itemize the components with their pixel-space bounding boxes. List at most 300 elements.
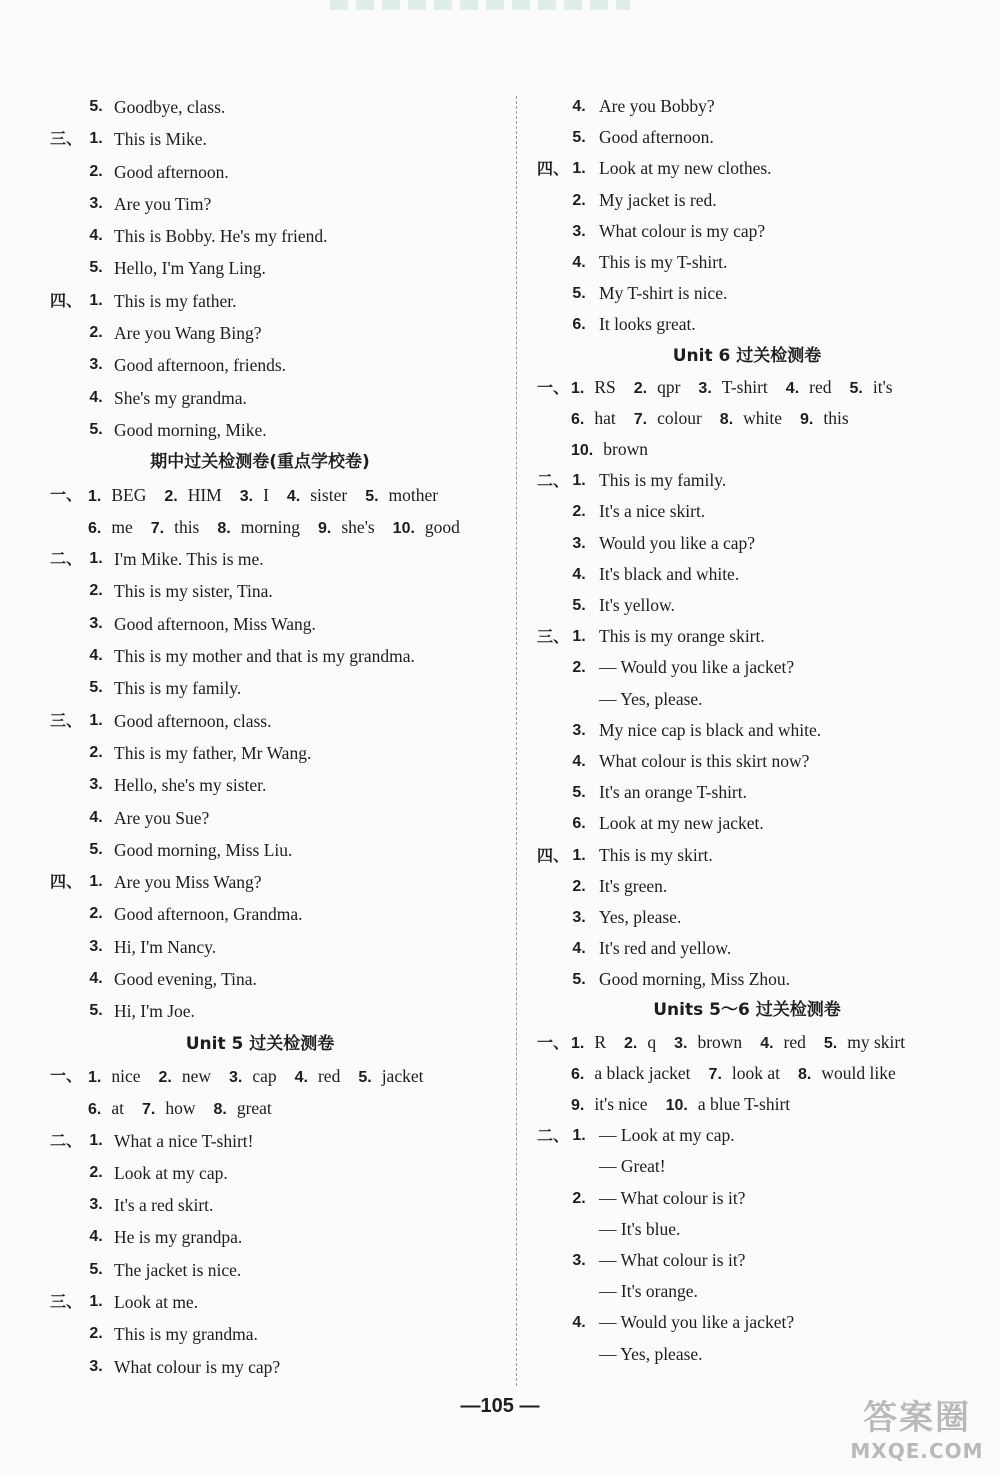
item-text: — Yes, please. [599, 688, 703, 709]
answer-line [537, 278, 967, 309]
item-text: Good afternoon, friends. [114, 355, 287, 376]
item-number: 6. [572, 815, 586, 833]
item-number: 1. [572, 846, 586, 864]
answer-pair [571, 1063, 709, 1083]
answer-value: how [165, 1098, 196, 1119]
answer-number: 4. [760, 1034, 774, 1052]
item-text: He is my grandpa. [114, 1227, 243, 1248]
item-text: Would you like a cap? [599, 532, 756, 553]
item-number: 2. [572, 659, 586, 677]
answer-line [537, 1339, 967, 1370]
item-number: 4. [89, 808, 103, 826]
item-text: Are you Wang Bing? [114, 323, 262, 344]
item-number: 5. [89, 1260, 103, 1278]
item-number: 4. [572, 752, 586, 770]
answer-pair [88, 1066, 159, 1086]
answer-line [537, 715, 967, 746]
answer-line [537, 777, 967, 808]
answer-list [571, 372, 911, 404]
item-text: Are you Bobby? [599, 96, 715, 116]
item-number: 4. [572, 1314, 586, 1332]
item-text: It's a nice skirt. [599, 501, 706, 522]
item-text: — Look at my cap. [599, 1125, 735, 1146]
item-number: 2. [572, 1189, 586, 1207]
answer-value: morning [240, 516, 301, 537]
answer-pair [698, 377, 785, 397]
answer-value: look at [731, 1062, 781, 1083]
answer-line [537, 216, 967, 247]
answer-line [537, 1151, 967, 1182]
answer-line [50, 737, 500, 769]
answer-number: 3. [239, 487, 254, 505]
item-text: This is my skirt. [599, 844, 713, 865]
item-number: 4. [572, 98, 586, 115]
item-text: Hi, I'm Nancy. [114, 936, 217, 957]
item-number: 3. [89, 1196, 103, 1214]
answer-pair [217, 517, 318, 537]
answer-line [537, 122, 967, 153]
item-number: 2. [572, 191, 586, 209]
answer-line [537, 590, 967, 621]
answer-list [88, 1060, 441, 1094]
answer-line [537, 91, 967, 122]
answer-pair [720, 408, 800, 428]
answer-pair [634, 377, 699, 397]
item-number: 4. [89, 970, 103, 988]
answer-value: red [783, 1031, 806, 1052]
answer-value: cap [252, 1065, 277, 1086]
answer-line [537, 1245, 967, 1276]
answer-line [537, 309, 967, 340]
answer-line [537, 621, 967, 652]
section-marker: 一、 [537, 1032, 570, 1052]
answer-value: HIM [187, 484, 222, 505]
item-text: Look at my new clothes. [599, 158, 772, 179]
answer-line [50, 802, 500, 834]
item-number: 5. [572, 784, 586, 802]
section-marker: 二、 [537, 1126, 570, 1146]
item-text: My nice cap is black and white. [599, 719, 822, 740]
item-text: — Would you like a jacket? [599, 657, 795, 678]
item-text: Goodbye, class. [114, 97, 226, 117]
answer-line [537, 153, 967, 184]
section-marker: 四、 [537, 845, 570, 865]
answer-row [537, 434, 967, 465]
answer-line [537, 964, 967, 995]
answer-line [50, 672, 500, 704]
item-text: — It's blue. [599, 1218, 681, 1239]
answer-value: me [111, 516, 133, 537]
item-text: Good morning, Mike. [114, 419, 267, 440]
answer-list [88, 511, 478, 545]
answer-value: I [263, 484, 269, 505]
answer-number: 3. [229, 1068, 243, 1086]
section-marker: 四、 [50, 872, 83, 892]
answer-value: BEG [111, 484, 147, 505]
item-text: Good afternoon, Miss Wang. [114, 613, 316, 634]
item-number: 5. [89, 420, 103, 438]
answer-pair [571, 408, 634, 428]
answer-number: 6. [88, 1101, 102, 1119]
answer-line [50, 769, 500, 801]
answer-pair [666, 1094, 809, 1114]
section-marker: 一、 [537, 377, 570, 397]
item-text: — What colour is it? [599, 1187, 746, 1208]
answer-pair [760, 1032, 824, 1052]
answer-number: 5. [358, 1068, 372, 1086]
answer-number: 6. [88, 519, 102, 537]
answer-pair [295, 1066, 359, 1086]
item-number: 4. [572, 253, 586, 271]
answer-number: 2. [633, 379, 648, 397]
answer-value: brown [697, 1031, 743, 1052]
answer-line [537, 933, 967, 964]
right-column [537, 91, 967, 1370]
answer-pair [358, 1066, 441, 1086]
answer-pair [824, 1032, 923, 1052]
item-text: What colour is my cap? [599, 220, 766, 241]
page-number: —105 — [460, 1395, 540, 1417]
item-text: Look at my new jacket. [599, 813, 764, 834]
answer-number: 7. [633, 410, 648, 428]
item-text: — It's orange. [599, 1281, 698, 1302]
answer-pair [88, 517, 151, 537]
item-text: Hi, I'm Joe. [114, 1001, 195, 1022]
answer-value: my skirt [847, 1031, 906, 1052]
item-text: What colour is my cap? [114, 1356, 281, 1377]
column-divider [516, 96, 517, 1386]
answer-list [571, 403, 867, 435]
item-number: 3. [572, 1251, 586, 1269]
left-column [50, 91, 500, 1383]
item-text: My jacket is red. [599, 189, 717, 210]
answer-number: 7. [708, 1065, 722, 1083]
answer-row [537, 1058, 967, 1089]
answer-pair [142, 1098, 213, 1118]
answer-number: 4. [294, 1068, 308, 1086]
section-marker: 三、 [537, 627, 570, 647]
answer-number: 2. [624, 1034, 638, 1052]
section-marker: 三、 [50, 710, 83, 730]
answer-number: 2. [164, 487, 178, 505]
item-text: I'm Mike. This is me. [114, 549, 264, 570]
item-text: What a nice T-shirt! [114, 1130, 254, 1151]
answer-line [537, 652, 967, 683]
item-number: 5. [89, 840, 103, 858]
answer-number: 1. [88, 487, 102, 505]
item-number: 4. [572, 940, 586, 958]
answer-line [50, 285, 500, 317]
answer-row [537, 372, 967, 403]
answer-value: R [594, 1031, 607, 1052]
answer-line [50, 1286, 500, 1318]
item-text: Good afternoon, class. [114, 710, 272, 731]
item-number: 5. [572, 597, 586, 614]
answer-value: this [823, 407, 849, 428]
item-text: Good afternoon, Grandma. [114, 904, 303, 925]
answer-line [50, 1189, 500, 1221]
item-text: Are you Sue? [114, 807, 210, 828]
answer-line [537, 559, 967, 590]
answer-number: 10. [392, 519, 415, 537]
answer-number: 1. [571, 379, 585, 397]
answer-pair [624, 1032, 674, 1052]
section-marker: 一、 [50, 1065, 83, 1085]
answer-pair [213, 1098, 289, 1118]
answer-line [50, 414, 500, 446]
answer-row [50, 479, 500, 511]
item-number: 5. [89, 259, 103, 277]
item-text: Good afternoon. [599, 127, 714, 148]
answer-line [50, 866, 500, 898]
item-number: 6. [572, 316, 586, 334]
answer-row [537, 1089, 967, 1120]
item-number: 2. [89, 162, 103, 180]
answer-line [50, 382, 500, 414]
answer-line [50, 1351, 500, 1383]
section-marker: 一、 [50, 484, 83, 504]
answer-line [537, 1183, 967, 1214]
watermark-logo [842, 1398, 992, 1470]
item-number: 1. [572, 628, 586, 646]
section-heading: Unit 6 过关检测卷 [672, 345, 822, 366]
item-number: 2. [89, 324, 103, 342]
watermark-text: 答案圈 [863, 1398, 971, 1438]
answer-value: at [111, 1098, 124, 1119]
item-number: 1. [572, 472, 586, 490]
answer-value: would like [821, 1062, 896, 1083]
answer-row [537, 1027, 967, 1058]
answer-value: good [424, 516, 460, 537]
answer-value: mother [388, 484, 439, 505]
item-number: 1. [89, 1131, 103, 1149]
item-text: My T-shirt is nice. [599, 283, 728, 304]
answer-value: new [181, 1065, 211, 1086]
section-marker: 二、 [50, 1130, 83, 1150]
item-number: 3. [572, 908, 586, 926]
section-marker: 三、 [50, 129, 83, 149]
item-number: 3. [572, 534, 586, 552]
section-heading: Units 5～6 过关检测卷 [653, 1000, 841, 1021]
item-text: Good morning, Miss Liu. [114, 839, 293, 860]
item-text: This is my family. [114, 678, 242, 699]
answer-pair [850, 377, 911, 397]
answer-list [88, 1092, 290, 1126]
answer-pair [393, 517, 478, 537]
answer-line [50, 705, 500, 737]
answer-number: 1. [571, 1034, 585, 1052]
item-number: 2. [89, 743, 103, 761]
answer-value: this [174, 516, 200, 537]
answer-line [50, 91, 500, 123]
answer-line [50, 1125, 500, 1157]
answer-value: red [317, 1065, 341, 1086]
item-number: 2. [572, 877, 586, 895]
answer-list [571, 1089, 808, 1121]
answer-value: it's nice [594, 1094, 648, 1114]
answer-row [50, 1092, 500, 1124]
item-number: 3. [89, 614, 103, 632]
answer-pair [786, 377, 850, 397]
answer-number: 5. [849, 379, 863, 397]
answer-value: RS [594, 376, 616, 397]
answer-line [50, 1221, 500, 1253]
item-number: 2. [89, 1163, 103, 1181]
item-number: 5. [89, 679, 103, 697]
answer-pair [88, 485, 164, 505]
answer-number: 8. [798, 1065, 812, 1083]
item-text: It's black and white. [599, 563, 740, 584]
answer-line [50, 349, 500, 381]
answer-value: hat [594, 407, 616, 428]
answer-line [50, 220, 500, 252]
item-text: This is my sister, Tina. [114, 581, 273, 602]
answer-value: q [647, 1031, 657, 1052]
item-number: 1. [89, 291, 103, 309]
answer-pair [151, 517, 218, 537]
answer-line [50, 608, 500, 640]
item-number: 4. [89, 227, 103, 245]
answer-value: colour [657, 407, 702, 428]
answer-pair [634, 408, 720, 428]
answer-pair [674, 1032, 760, 1052]
item-number: 5. [89, 1002, 103, 1020]
answer-line [50, 834, 500, 866]
top-decoration [330, 0, 630, 10]
item-number: 4. [89, 1228, 103, 1246]
answer-value: a black jacket [594, 1062, 691, 1083]
answer-line [537, 808, 967, 839]
answer-number: 9. [800, 410, 814, 428]
item-number: 3. [89, 1357, 103, 1375]
item-text: This is my family. [599, 470, 727, 491]
item-number: 2. [89, 905, 103, 923]
answer-number: 10. [665, 1097, 688, 1114]
item-text: Good morning, Miss Zhou. [599, 969, 791, 990]
answer-number: 5. [365, 487, 379, 505]
answer-line [50, 1254, 500, 1286]
answer-line [537, 871, 967, 902]
item-number: 3. [89, 937, 103, 955]
answer-pair [365, 485, 456, 505]
item-number: 3. [572, 721, 586, 739]
item-number: 5. [572, 971, 586, 989]
item-text: This is Bobby. He's my friend. [114, 226, 328, 247]
item-text: This is my T-shirt. [599, 251, 728, 272]
answer-line [537, 684, 967, 715]
answer-number: 4. [785, 379, 800, 397]
item-number: 3. [572, 222, 586, 240]
answer-line [50, 156, 500, 188]
item-text: Look at my cap. [114, 1162, 228, 1183]
answer-line [537, 746, 967, 777]
section-marker: 四、 [50, 290, 83, 310]
item-text: — Yes, please. [599, 1343, 703, 1364]
item-text: It looks great. [599, 314, 696, 335]
answer-number: 6. [571, 410, 585, 428]
answer-number: 8. [217, 519, 231, 537]
answer-value: nice [111, 1065, 141, 1086]
answer-value: a blue T-shirt [697, 1094, 791, 1114]
answer-pair [571, 377, 634, 397]
answer-value: it's [872, 376, 893, 397]
answer-line [50, 317, 500, 349]
answer-line [537, 1276, 967, 1307]
item-number: 1. [89, 711, 103, 729]
answer-line [537, 247, 967, 278]
item-text: What colour is this skirt now? [599, 750, 810, 771]
item-number: 4. [89, 388, 103, 406]
answer-pair [164, 485, 239, 505]
item-text: Look at me. [114, 1291, 199, 1312]
answer-pair [240, 485, 287, 505]
answer-pair [287, 485, 365, 505]
item-text: — What colour is it? [599, 1249, 746, 1270]
item-text: Are you Miss Wang? [114, 872, 262, 893]
item-text: This is Mike. [114, 129, 207, 150]
answer-pair [159, 1066, 230, 1086]
answer-pair [318, 517, 393, 537]
answer-line [537, 1307, 967, 1338]
item-number: 2. [89, 582, 103, 600]
section-marker: 四、 [537, 159, 570, 179]
answer-value: sister [310, 484, 348, 505]
item-text: It's green. [599, 875, 668, 896]
answer-number: 10. [571, 442, 594, 460]
item-number: 2. [89, 1325, 103, 1343]
answer-list [88, 479, 456, 513]
item-text: The jacket is nice. [114, 1259, 242, 1280]
item-number: 1. [572, 160, 586, 178]
answer-line [50, 931, 500, 963]
item-number: 2. [572, 503, 586, 521]
answer-line [50, 123, 500, 155]
item-text: This is my father, Mr Wang. [114, 742, 312, 763]
answer-value: great [236, 1098, 272, 1119]
answer-value: qpr [657, 376, 681, 397]
answer-value: brown [603, 439, 648, 460]
answer-pair [571, 439, 666, 459]
answer-number: 7. [141, 1101, 156, 1119]
answer-line [537, 185, 967, 216]
answer-number: 8. [719, 410, 734, 428]
item-text: This is my orange skirt. [599, 626, 765, 647]
item-text: This is my mother and that is my grandma. [114, 646, 415, 667]
answer-value: red [809, 376, 832, 397]
item-number: 3. [89, 776, 103, 794]
answer-number: 1. [88, 1068, 102, 1086]
section-marker: 二、 [537, 471, 570, 491]
answer-value: jacket [381, 1065, 424, 1086]
answer-line [50, 543, 500, 575]
answer-line [537, 496, 967, 527]
item-number: 5. [572, 285, 586, 303]
item-text: It's yellow. [599, 595, 675, 615]
answer-line [537, 1120, 967, 1151]
item-text: Good afternoon. [114, 161, 229, 182]
answer-number: 3. [674, 1034, 688, 1052]
answer-list [571, 1027, 923, 1059]
item-text: Good evening, Tina. [114, 969, 257, 990]
answer-value: white [743, 407, 783, 428]
answer-number: 2. [158, 1068, 172, 1086]
item-text: She's my grandma. [114, 387, 247, 408]
answer-value: T-shirt [721, 376, 768, 397]
item-number: 1. [89, 873, 103, 891]
answer-number: 7. [150, 519, 165, 537]
answer-number: 4. [286, 487, 301, 505]
item-text: Yes, please. [599, 906, 682, 927]
